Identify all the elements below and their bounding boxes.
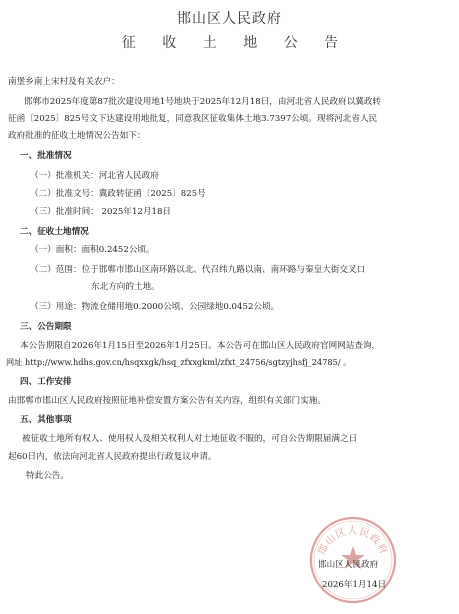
approval-document-number: （二）批准文号：冀政转征函〔2025〕825号 — [30, 189, 206, 199]
land-range-line-2: 东北方向的土地。 — [91, 282, 160, 292]
signature-date: 2026年1月14日 — [322, 580, 387, 590]
intro-line-3: 政府批准的征收土地情况公告如下： — [8, 131, 146, 141]
section-4-heading: 四、工作安排 — [20, 377, 72, 387]
land-area: （一）面积：面积0.2452公顷。 — [30, 245, 155, 255]
section-5-heading: 五、其他事项 — [20, 415, 72, 425]
issuer-title: 邯山区人民政府 — [177, 11, 282, 27]
approval-authority: （一）批准机关：河北省人民政府 — [30, 171, 159, 181]
approval-date: （三）批准时间： 2025年12月18日 — [30, 207, 172, 217]
intro-line-2: 征函〔2025〕825号文下达建设用地批复，同意我区征收集体土地3.7397公顷。现将河北省人民 — [8, 114, 378, 124]
other-matters-line-1: 被征收土地所有权人、使用权人及相关权利人对土地征收不服的，可自公告期限届满之日 — [22, 434, 358, 444]
notice-title: 征 收 土 地 公 告 — [121, 35, 350, 51]
land-range-line-1: （二）范围：位于邯郸市邯山区南环路以北、代召纬九路以南、南环路与秦皇大街交叉口 — [30, 265, 366, 275]
section-2-heading: 二、征收土地情况 — [20, 227, 89, 237]
section-1-heading: 一、批准情况 — [20, 151, 72, 161]
salutation: 南堡乡南上宋村及有关农户： — [8, 77, 120, 87]
svg-text:邯山区人民政府: 邯山区人民政府 — [316, 526, 390, 557]
closing-remark: 特此公告。 — [26, 471, 69, 481]
work-arrangement: 由邯郸市邯山区人民政府按照征地补偿安置方案公告有关内容，组织有关部门实施。 — [8, 396, 326, 406]
section-3-heading: 三、公告期限 — [20, 322, 72, 332]
land-usage: （三）用途：物流仓储用地0.2000公顷、公园绿地0.0452公顷。 — [30, 302, 280, 312]
intro-line-1: 邯郸市2025年度第87批次建设用地1号地块于2025年12月18日，由河北省人民政府以冀政转 — [24, 97, 382, 107]
notice-period-line-1: 本公告期限自2026年1月15日至2026年1月25日。本公告可在邯山区人民政府官网网站查询， — [20, 341, 381, 351]
other-matters-line-2: 起60日内，依法向河北省人民政府提出行政复议申请。 — [8, 452, 217, 462]
website-url: 网址 http://www.hdhs.gov.cn/hsqxxgk/hsq_zfxxgkml/zfxt_24756/sgtzyjhsfj_24785/ 。 — [6, 357, 352, 367]
signature-organization: 邯山区人民政府 — [318, 560, 379, 570]
